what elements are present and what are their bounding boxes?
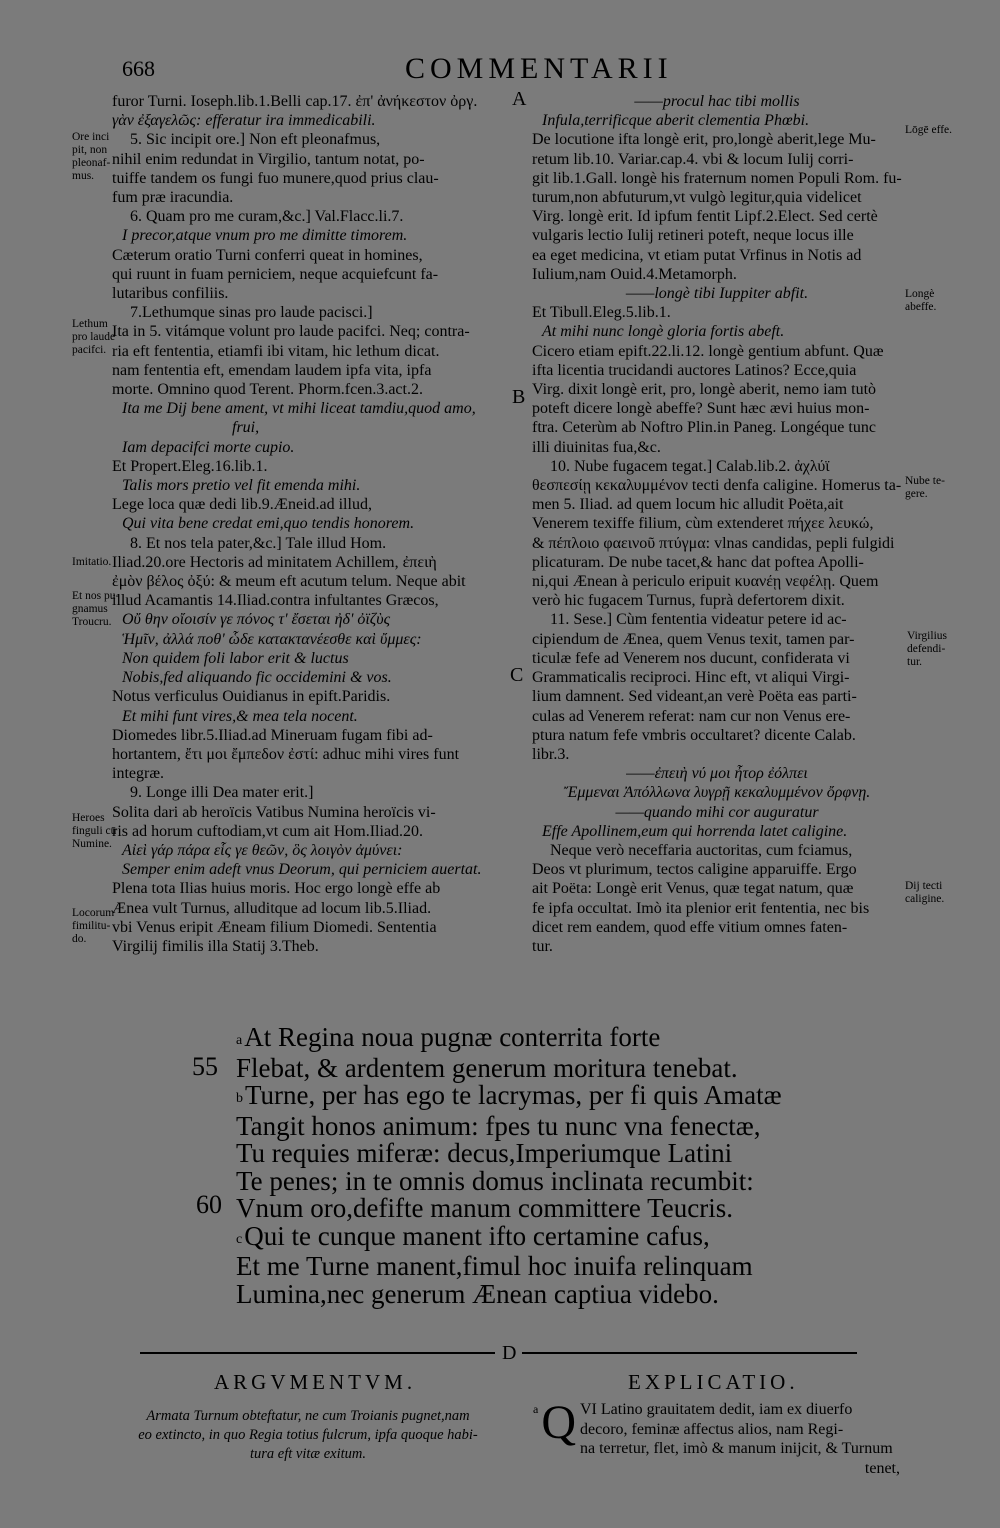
- text-line: libr.3.: [532, 745, 570, 763]
- text-line: qui ruunt in fuam perniciem, neque acquiefcunt fa-: [112, 265, 439, 283]
- text-line: De locutione ifta longè erit, pro,longè aberit,lege Mu-: [532, 131, 876, 149]
- text-line: Armata Turnum obteftatur, ne cum Troianis pugnet,nam: [146, 1408, 470, 1424]
- quote-line: Et mihi funt vires,& mea tela nocent.: [122, 707, 358, 725]
- quote-line: At mihi nunc longè gloria fortis abeft.: [542, 323, 785, 341]
- quote-line: ——procul hac tibi mollis: [634, 93, 800, 110]
- note-marker: a: [533, 1402, 539, 1416]
- text-line: plicaturam. De nube tacet,& hanc dat poftea Apolli-: [532, 553, 864, 571]
- margin-note-left: Heroes finguli cū Numine.: [72, 812, 117, 850]
- margin-note-left: Imitatio.: [72, 556, 112, 568]
- text-line: ἐμὸν βέλος ὀξύ: & meum eft acutum telum. Neque abit: [112, 573, 466, 591]
- lemma-line: 6. Quam pro me curam,&c.] Val.Flacc.li.7.: [130, 208, 404, 226]
- quote-line: ——quando mihi cor auguratur: [615, 803, 819, 821]
- text-line: lutaribus confiliis.: [112, 285, 229, 303]
- text-line: Cæterum oratio Turni conferri queat in homines,: [112, 246, 423, 264]
- lemma-line: 7.Lethumque sinas pro laude pacisci.]: [130, 304, 373, 322]
- quote-line: Semper enim adeft vnus Deorum, qui perniciem auertat.: [122, 861, 482, 879]
- divider-rule: [140, 1352, 495, 1354]
- verse-line-number: 55: [192, 1052, 218, 1081]
- text-line: ea eget medicina, vt etiam putat Vrfinus in Notis ad: [532, 246, 862, 264]
- explicatio-heading: EXPLICATIO.: [628, 1370, 799, 1394]
- lemma-line: 11. Sese.] Cùm fententia videatur petere id ac-: [550, 611, 847, 629]
- text-line: fum præ iracundia.: [112, 189, 234, 207]
- text-line: ria eft fententia, etiamfi ibi vitam, hic lethum dicat.: [112, 342, 440, 360]
- margin-note-right: Virgilius defendi- tur.: [907, 630, 947, 668]
- quote-line: Iam depacifci morte cupio.: [122, 438, 295, 456]
- section-letter-d: D: [502, 1342, 517, 1364]
- text-line: illi diuinitas fua,&c.: [532, 438, 661, 456]
- commentary-left-column: [112, 92, 507, 956]
- text-line: tur.: [532, 937, 553, 955]
- text-line: decoro, feminæ affectus alios, nam Regi-: [580, 1420, 844, 1438]
- text-line: ticulæ fefe ad Venerem nos ducunt, confiderata vi: [532, 649, 850, 667]
- text-line: tuiffe tandem os fungi fuo munere,quod prius clau-: [112, 169, 439, 187]
- quote-line: Infula,terrificque aberit clementia Phœbi.: [542, 112, 810, 130]
- text-line: ftra. Ceterùm ab Noftro Plin.in Paneg. Longéque tunc: [532, 419, 876, 437]
- note-marker: b: [236, 1091, 243, 1106]
- verse-line: $^a$At Regina noua pugnæ conterrita forte: [236, 1022, 661, 1052]
- text-line: Virg. dixit longè erit, pro, longè aberit, nemo iam tutò: [532, 381, 877, 399]
- text-line: dicet rem eandem, quod effe vitium omnes faten-: [532, 918, 848, 936]
- quote-line: I precor,atque vnum pro me dimitte timorem.: [122, 227, 408, 245]
- text-line: Iulium,nam Ouid.4.Metamorph.: [532, 265, 737, 283]
- page-number: 668: [122, 56, 155, 81]
- text-line: Plena tota Ilias huius moris. Hoc ergo longè effe ab: [112, 880, 441, 898]
- text-line: cipiendum de Ænea, quem Venus texit, tamen par-: [532, 630, 855, 648]
- text-line: Cicero etiam epift.22.li.12. longè gentium abfunt. Quæ: [532, 342, 884, 360]
- text-line: Neque verò neceffaria auctoritas, cum fciamus,: [550, 841, 853, 859]
- verse-line-number: 60: [196, 1190, 222, 1219]
- verse-line: Vnum oro,defifte manum committere Teucris.: [236, 1193, 733, 1223]
- text-line: Ænea vult Turnus, alluditque ad locum lib.5.Iliad.: [112, 899, 432, 917]
- quote-line: Non quidem foli labor erit & luctus: [122, 649, 349, 667]
- text-line: Lege loca quæ dedi lib.9.Æneid.ad illud,: [112, 496, 372, 514]
- lemma-line: 8. Et nos tela pater,&c.] Tale illud Hom.: [130, 534, 387, 552]
- section-letter-a: A: [512, 88, 527, 110]
- text-line: γὰν ἐξαγελῶς: efferatur ira immedicabili.: [112, 112, 376, 130]
- greek-line: ——ἐπειὴ νύ μοι ἦτορ ἐόλπει: [626, 765, 808, 783]
- text-line: integræ.: [112, 765, 164, 783]
- greek-line: Ἔμμεναι Ἀπόλλωνα λυγρῇ κεκαλυμμένον ὄρφνῃ.: [563, 784, 871, 802]
- text-line: furor Turni. Ioseph.lib.1.Belli cap.17. ἐπ' ἀνήκεστον ὀργ.: [112, 93, 478, 110]
- text-line: tenet,: [864, 1459, 900, 1477]
- text-line: ris ad horum cuftodiam,vt cum ait Hom.Iliad.20.: [112, 822, 424, 840]
- quote-line: Nobis,fed aliquando fic occidemini & vos.: [122, 669, 392, 687]
- verse-line: $^b$Turne, per has ego te lacrymas, per fi quis Amatæ: [236, 1080, 782, 1110]
- lemma-line: 9. Longe illi Dea mater erit.]: [130, 784, 314, 802]
- margin-note-left: Locorum fimilitu- do.: [72, 907, 115, 945]
- verse-line: Flebat, & ardentem generum moritura tenebat.: [236, 1052, 738, 1083]
- text-line: Grammaticalis reciproci. Hinc eft, vt aliqui Virgi-: [532, 669, 850, 687]
- text-line: git lib.1.Gall. longè his fraternum nomen Populi Rom. fu-: [532, 169, 902, 187]
- text-line: culas ad Venerem referat: nam cur non Venus ere-: [532, 707, 851, 725]
- greek-line: Ἡμῖν, ἀλλά ποθ' ὧδε κατακτανέεσθε καὶ ὔμμες:: [122, 630, 422, 648]
- text-line: turum,non abfuturum,vt vulgò legitur,quia videlicet: [532, 189, 862, 207]
- quote-line: Talis mors pretio vel fit emenda mihi.: [122, 477, 361, 495]
- text-line: Diomedes libr.5.Iliad.ad Mineruam fugam fibi ad-: [112, 726, 433, 744]
- text-line: eo extincto, in quo Regia totius fulcrum, ipfa quoque habi-: [138, 1427, 478, 1443]
- margin-note-right: Dij tecti caligine.: [905, 880, 945, 905]
- text-line: ifta licentia trucidandi auctores Latinos? Ecce,quia: [532, 361, 857, 379]
- verse-line: Tu requies miferæ: decus,Imperiumque Latini: [236, 1138, 733, 1168]
- verse-line: Tangit honos animum: fpes tu nunc vna fenectæ,: [236, 1110, 761, 1141]
- margin-note-left: Ore inci pit, non pleonaf- mus.: [72, 131, 111, 182]
- text-line: Virg. longè erit. Id ipfum fentit Lipf.2.Elect. Sed certè: [532, 208, 878, 226]
- text-line: Et Propert.Eleg.16.lib.1.: [112, 457, 268, 475]
- text-line: Et Tibull.Eleg.5.lib.1.: [532, 304, 671, 322]
- running-head: COMMENTARII: [405, 52, 673, 85]
- quote-line: Ita me Dij bene ament, vt mihi liceat tamdiu,quod amo,: [122, 400, 476, 418]
- verse-line: $^c$Qui te cunque manent ifto certamine cafus,: [236, 1220, 710, 1251]
- argumentum-heading: ARGVMENTVM.: [214, 1370, 417, 1394]
- text-line: illud Acamantis 14.Iliad.contra infultantes Græcos,: [112, 592, 439, 610]
- text-line: ni,qui Ænean à periculo eripuit κυανέῃ νεφέλῃ. Quem: [532, 573, 879, 591]
- margin-note-right: Lōgē effe.: [905, 124, 953, 136]
- text-line: na terretur, flet, imò & manum inijcit, & Turnum: [580, 1440, 893, 1457]
- quote-line: Effe Apollinem,eum qui horrenda latet caligine.: [542, 822, 848, 840]
- drop-cap: Q: [541, 1396, 576, 1449]
- verse-line: Et me Turne manent,fimul hoc inuifa relinquam: [236, 1251, 753, 1281]
- note-marker: c: [236, 1231, 243, 1247]
- verse-block: [236, 1024, 836, 1308]
- margin-note-right: Nube te- gere.: [905, 475, 945, 500]
- quote-line: frui,: [232, 419, 260, 437]
- text-line: Iliad.20.ore Hectoris ad minitatem Achillem, ἐπειὴ: [112, 553, 437, 571]
- text-line: retum lib.10. Variar.cap.4. vbi & locum Iulij corri-: [532, 150, 854, 168]
- verse-line: Te penes; in te omnis domus inclinata recumbit:: [236, 1165, 754, 1196]
- text-line: Ita in 5. vitámque volunt pro laude pacifci. Neq; contra-: [112, 323, 470, 341]
- text-line: vulgaris lectio Iulij retineri poteft, neque locus ille: [532, 227, 854, 245]
- text-line: men 5. Iliad. ad quem locum hic alludit Poëta,ait: [532, 496, 844, 514]
- margin-note-right: Longè abeffe.: [905, 288, 937, 313]
- text-line: Deos vt plurimum, tectos caligine apparuiffe. Ergo: [532, 861, 857, 879]
- text-line: Notus verficulus Ouidianus in epift.Paridis.: [112, 688, 391, 706]
- margin-note-left: Et nos pu- gnamus Troucru.: [72, 590, 120, 628]
- argumentum-text: [112, 1407, 504, 1464]
- text-line: ait Poëta: Longè erit Venus, quæ tegat natum, quæ: [532, 880, 854, 898]
- text-line: hortantem, ἔτι μοι ἔμπεδον ἐστί: adhuc mihi vires funt: [112, 745, 460, 763]
- text-line: vbi Venus eripit Æneam filium Diomedi. Sententia: [112, 918, 437, 936]
- text-line: Virgilij fimilis illa Statij 3.Theb.: [112, 937, 319, 955]
- quote-line: ——longè tibi Iuppiter abfit.: [625, 285, 809, 303]
- text-line: θεσπεσίῃ κεκαλυμμένον tecti denfa caligine. Homerus ta-: [532, 477, 902, 495]
- greek-line: Οὔ θην οἴοισίν γε πόνος τ' ἔσεται ἠδ' ὀϊζὺς: [122, 611, 391, 629]
- text-line: Solita dari ab heroïcis Vatibus Numina heroïcis vi-: [112, 803, 436, 821]
- text-line: nam fententia eft, emendam laudem ipfa vita, ipfa: [112, 361, 432, 379]
- section-letter-b: B: [512, 386, 526, 408]
- text-line: VI Latino grauitatem dedit, iam ex diuerfo: [580, 1401, 853, 1418]
- margin-note-left: Lethum pro laude pacifci.: [72, 318, 116, 356]
- divider-rule: [522, 1352, 857, 1354]
- text-line: ptura natum fefe vmbris occultaret? dicente Calab.: [532, 726, 856, 744]
- text-line: morte. Omnino quod Terent. Phorm.fcen.3.act.2.: [112, 381, 423, 399]
- note-marker: a: [236, 1033, 243, 1048]
- section-letter-c: C: [510, 664, 524, 686]
- text-line: & πέπλοιο φαεινοῦ πτύγμα: vlnas candidas, pepli fulgidi: [532, 534, 895, 552]
- lemma-line: 5. Sic incipit ore.] Non eft pleonafmus,: [130, 131, 381, 149]
- explicatio-text: [533, 1396, 900, 1478]
- text-line: nihil enim redundat in Virgilio, tantum notat, po-: [112, 150, 425, 168]
- quote-line: Qui vita bene credat emi,quo tendis honorem.: [122, 515, 415, 533]
- text-line: Venerem texiffe filium, cùm extenderet πήχεε λευκώ,: [532, 515, 874, 533]
- text-line: poteft dicere longè abeffe? Sunt hæc ævi huius mon-: [532, 400, 870, 418]
- text-line: verò hic fugacem Turnus, fuprà defertorem dixit.: [532, 592, 845, 610]
- verse-line: Lumina,nec generum Ænean captiua videbo.: [236, 1278, 719, 1309]
- text-line: lium damnent. Sed videant,an verè Poëta eas parti-: [532, 688, 857, 706]
- text-line: tura eft vitæ exitum.: [250, 1446, 366, 1462]
- commentary-right-column: [532, 92, 902, 956]
- text-line: fe ipfa occultat. Imò ita plenior erit fententia, nec bis: [532, 899, 870, 917]
- lemma-line: 10. Nube fugacem tegat.] Calab.lib.2. ἀχλύϊ: [550, 457, 830, 475]
- greek-line: Αἰεὶ γάρ πάρα εἷς γε θεῶν, ὃς λοιγὸν ἀμύνει:: [122, 841, 403, 859]
